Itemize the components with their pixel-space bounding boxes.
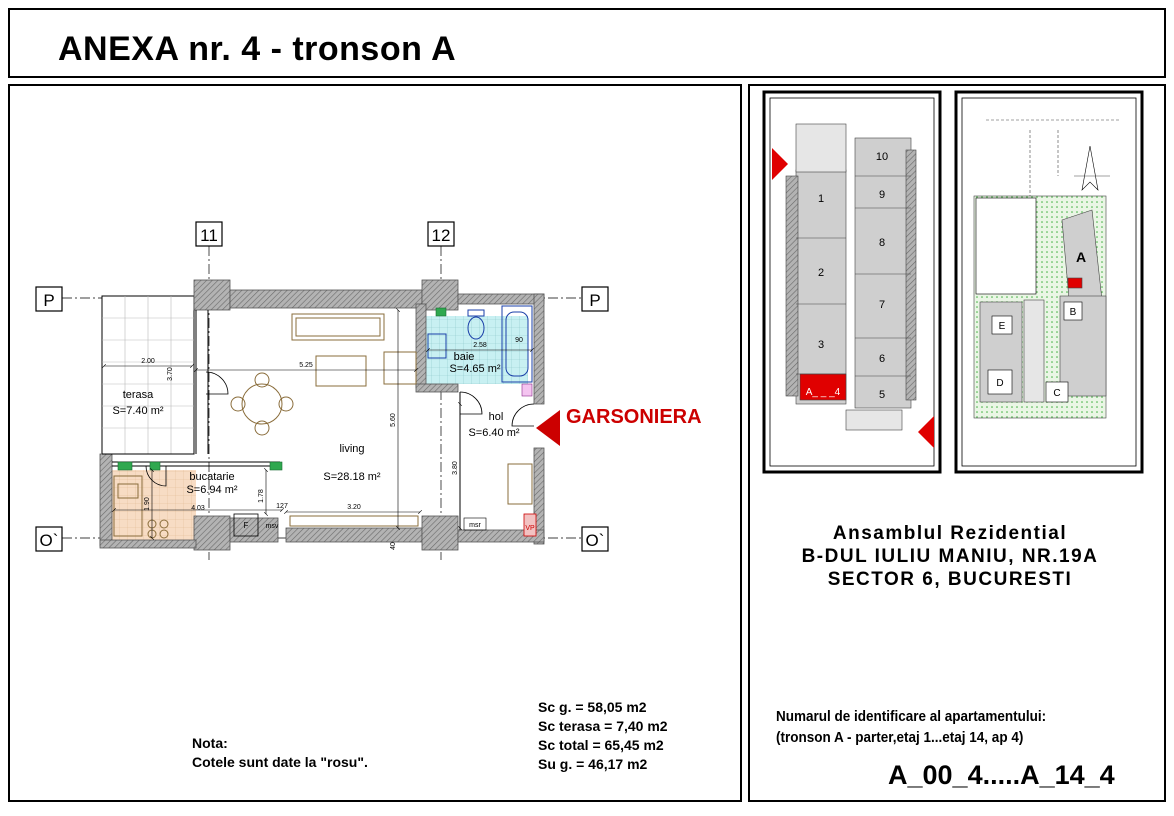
svg-text:3.20: 3.20 <box>347 504 361 511</box>
area-sc-g: Sc g. = 58,05 m2 <box>538 699 647 715</box>
sofa <box>292 314 384 340</box>
svg-text:10: 10 <box>875 151 889 163</box>
svg-text:D: D <box>996 378 1004 389</box>
bucatarie-area: S=6.94 m² <box>186 484 238 496</box>
svg-text:O`: O` <box>39 531 59 550</box>
svg-text:5: 5 <box>878 389 886 401</box>
note-text: Cotele sunt date la "rosu". <box>192 754 368 770</box>
note-heading: Nota: <box>192 735 228 751</box>
msr-label: msr <box>469 522 481 529</box>
axis-12-bubble <box>428 222 454 246</box>
project-title <box>760 522 1140 591</box>
svg-text:3: 3 <box>817 339 825 351</box>
tv-unit <box>290 516 418 526</box>
project-line-3: SECTOR 6, BUCURESTI <box>827 569 1073 590</box>
identification-line-1: Numarul de identificare al apartamentului: <box>776 708 1047 725</box>
hol-area: S=6.40 m² <box>468 427 520 439</box>
dining-table <box>231 373 293 435</box>
svg-text:P: P <box>43 291 55 310</box>
svg-text:1.90: 1.90 <box>144 497 151 511</box>
svg-text:6: 6 <box>878 353 886 365</box>
svg-text:1: 1 <box>817 193 825 205</box>
axis-o-right-bubble <box>582 527 608 551</box>
area-sc-total: Sc total = 65,45 m2 <box>538 737 664 753</box>
svg-text:E: E <box>998 321 1006 332</box>
garsoniera-label: GARSONIERA <box>566 406 702 428</box>
identification-line-2: (tronson A - parter,etaj 1...etaj 14, ap 4) <box>776 729 1024 746</box>
armchair <box>384 352 416 384</box>
svg-text:O`: O` <box>585 531 605 550</box>
svg-text:40: 40 <box>390 542 397 550</box>
baie-name: baie <box>453 351 475 363</box>
svg-text:B: B <box>1069 307 1077 318</box>
area-summary <box>538 698 668 774</box>
hol-name: hol <box>488 411 504 423</box>
svg-text:9: 9 <box>878 189 886 201</box>
living-name: living <box>339 443 365 455</box>
project-line-2: B-DUL IULIU MANIU, NR.19A <box>801 546 1099 567</box>
svg-text:7: 7 <box>878 299 886 311</box>
baie-area: S=4.65 m² <box>449 363 501 375</box>
msv-label: msv <box>265 523 279 530</box>
key-plan-highlight-label: A_ _ _4 <box>805 387 841 398</box>
project-line-1: Ansamblul Rezidential <box>832 523 1068 544</box>
terasa-area: S=7.40 m² <box>112 405 164 417</box>
svg-text:11: 11 <box>200 226 218 245</box>
svg-text:3.80: 3.80 <box>452 461 459 475</box>
svg-text:127: 127 <box>276 503 288 510</box>
axis-11-bubble <box>196 222 222 246</box>
svg-text:2: 2 <box>817 267 825 279</box>
svg-text:2.00: 2.00 <box>141 358 155 365</box>
svg-text:5.60: 5.60 <box>390 413 397 427</box>
svg-text:8: 8 <box>878 237 886 249</box>
identification-block <box>776 706 1046 748</box>
entrance-arrow <box>536 410 560 446</box>
kitchen-floor <box>112 470 196 540</box>
axis-o-left-bubble <box>36 527 62 551</box>
svg-text:4.03: 4.03 <box>191 505 205 512</box>
area-su-g: Su g. = 46,17 m2 <box>538 756 648 772</box>
vp-label: VP <box>525 525 535 532</box>
svg-text:1.78: 1.78 <box>258 489 265 503</box>
area-sc-terasa: Sc terasa = 7,40 m2 <box>538 718 668 734</box>
svg-text:A: A <box>1075 249 1087 265</box>
hall-wardrobe <box>508 464 532 504</box>
svg-text:3.70: 3.70 <box>167 367 174 381</box>
coffee-table <box>316 356 366 386</box>
bucatarie-name: bucatarie <box>189 471 235 483</box>
appliance-f-label: F <box>243 521 249 530</box>
living-area: S=28.18 m² <box>323 471 381 483</box>
page-title: ANEXA nr. 4 - tronson A <box>58 30 457 68</box>
terasa-name: terasa <box>122 389 154 401</box>
svg-text:C: C <box>1053 388 1061 399</box>
apartment-id-range: A_00_4.....A_14_4 <box>888 760 1115 790</box>
svg-text:90: 90 <box>515 337 523 344</box>
svg-text:2.58: 2.58 <box>473 342 487 349</box>
svg-text:5.25: 5.25 <box>299 362 313 369</box>
axis-p-left-bubble <box>36 287 62 311</box>
axis-p-right-bubble <box>582 287 608 311</box>
svg-text:12: 12 <box>431 226 451 245</box>
shaft-box <box>522 384 532 396</box>
note-block <box>192 734 368 772</box>
svg-text:P: P <box>589 291 601 310</box>
